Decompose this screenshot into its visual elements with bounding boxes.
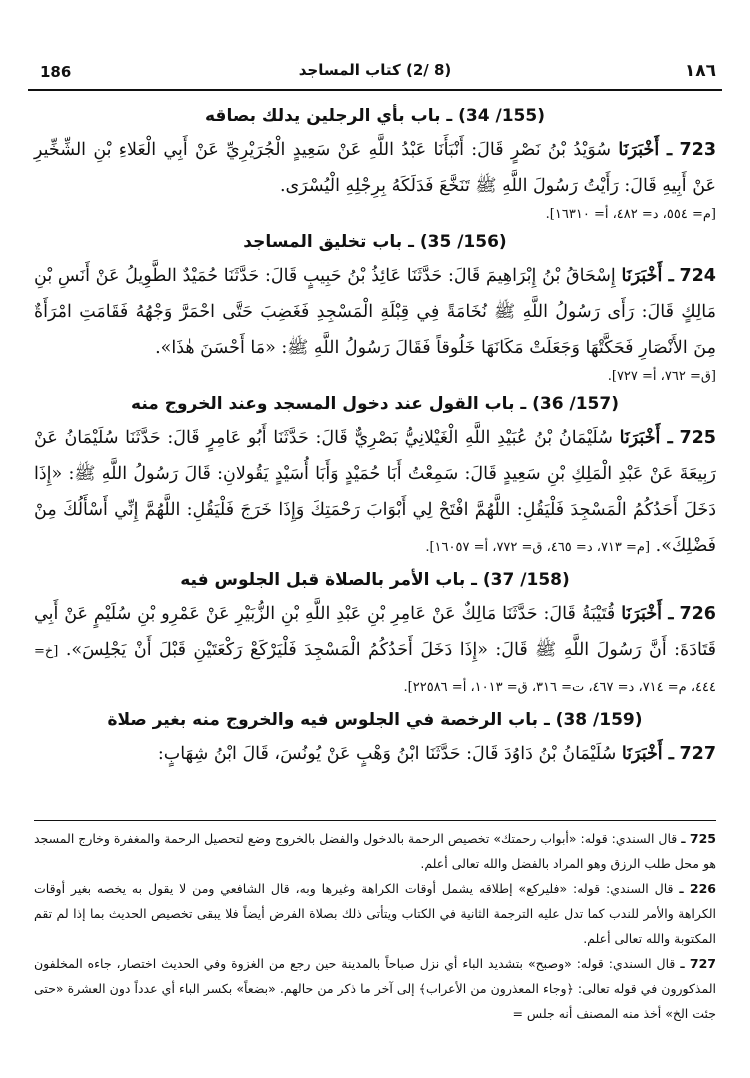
hadith-number: 724	[679, 266, 716, 286]
hadith-number: 725	[679, 428, 716, 448]
footnote-number: 226 ـ	[679, 881, 716, 896]
section-155	[34, 106, 716, 226]
hadith-body: سُلَيْمَانُ بْنُ عُبَيْدِ اللَّهِ الْغَيْلانِيُّ بَصْرِيٌّ قَالَ: حَدَّثَنَا أَبُو عَامِرٍ قَالَ: حَدَّثَنَا سُلَيْمَانُ عَنْ رَبِيعَةَ عَنْ عَبْدِ الْمَلِكِ بْنِ سَعِيدٍ قَالَ: سَمِعْتُ أَبَا حُمَيْدٍ وَأَبَا أُسَيْدٍ يَقُولانِ: قَالَ رَسُولُ اللَّهِ ﷺ: «إِذَا دَخَلَ أَحَدُكُمُ الْمَسْجِدَ فَلْيَقُلِ: اللَّهُمَّ افْتَحْ لِي أَبْوَابَ رَحْمَتِكَ وَإِذَا خَرَجَ فَلْيَقُلِ: اللَّهُمَّ إِنِّي أَسْأَلُكَ مِنْ فَضْلِكَ».	[34, 428, 716, 556]
section-158	[34, 570, 716, 704]
hadith-text	[34, 420, 716, 564]
hadith-reference: [ق= ٧٦٢، أ= ٧٢٧].	[607, 369, 716, 384]
hadith-reference: [م= ٥٥٤، د= ٤٨٢، أ= ١٦٣١٠].	[545, 207, 716, 222]
chapter-title: (159/ 38) ـ باب الرخصة في الجلوس فيه والخروج منه بغير صلاة	[107, 710, 643, 730]
chapter-title: (156/ 35) ـ باب تخليق المساجد	[243, 232, 507, 252]
footnote	[34, 876, 716, 951]
hadith-body: قُتَيْبَةُ قَالَ: حَدَّثَنَا مَالِكٌ عَنْ عَامِرِ بْنِ عَبْدِ اللَّهِ بْنِ الزُّبَيْرِ عَنْ عَمْرِو بْنِ سُلَيْمٍ عَنْ أَبِي قَتَادَةَ: أَنَّ رَسُولَ اللَّهِ ﷺ قَالَ: «إِذَا دَخَلَ أَحَدُكُمُ الْمَسْجِدَ فَلْيَرْكَعْ رَكْعَتَيْنِ قَبْلَ أَنْ يَجْلِسَ».	[34, 604, 716, 660]
footnote	[34, 951, 716, 1026]
main-text	[34, 100, 716, 772]
hadith-lead: ـ أَخْبَرَنَا	[619, 428, 673, 448]
section-159	[34, 710, 716, 772]
section-157	[34, 394, 716, 564]
hadith-text	[34, 736, 716, 772]
hadith-lead: ـ أَخْبَرَنَا	[618, 140, 673, 160]
hadith-text	[34, 596, 716, 704]
footnote-number: 727 ـ	[680, 956, 716, 971]
running-title: (8 /2) كتاب المساجد	[298, 61, 452, 79]
page-number-latin: 186	[40, 63, 72, 81]
hadith-text	[34, 258, 716, 366]
footnote-number: 725 ـ	[681, 831, 716, 846]
hadith-reference: [م= ٧١٣، د= ٤٦٥، ق= ٧٧٢، أ= ١٦٠٥٧].	[425, 540, 651, 555]
hadith-text	[34, 132, 716, 204]
footnotes	[34, 826, 716, 1026]
hadith-reference: [خ= ٤٤٤، م= ٧١٤، د= ٤٦٧، ت= ٣١٦، ق= ١٠١٣، أ= ٢٢٥٨٦].	[34, 644, 716, 695]
hadith-number: 723	[679, 140, 716, 160]
footnote-divider	[34, 820, 716, 821]
page-header	[28, 55, 722, 91]
footnote-text: قال السندي: قوله: «وصبح» بتشديد الباء أي نزل صباحاً بالمدينة حين رجع من الغزوة وفي الحديث اختصار، جاءه المخلفون المذكورون في قوله تعالى: ﴿وجاء المعذرون من الأعراب﴾ إلى آخر ما ذكر من حالهم. «بضعاً» بكسر الباء أي عدداً دون العشرة «حتى جئت الخ» أخذ منه المصنف أنه جلس =	[34, 956, 716, 1021]
hadith-body: سُلَيْمَانُ بْنُ دَاوُدَ قَالَ: حَدَّثَنَا ابْنُ وَهْبٍ عَنْ يُونُسَ، قَالَ ابْنُ شِهَابٍ:	[157, 744, 617, 764]
page-number-arabic: ١٨٦	[684, 61, 716, 81]
hadith-lead: ـ أَخْبَرَنَا	[621, 604, 674, 624]
hadith-body: إِسْحَاقُ بْنُ إِبْرَاهِيمَ قَالَ: حَدَّثَنَا عَائِذُ بْنُ حَبِيبٍ قَالَ: حَدَّثَنَا حُمَيْدٌ الطَّوِيلُ عَنْ أَنَسِ بْنِ مَالِكٍ قَالَ: رَأَى رَسُولُ اللَّهِ ﷺ نُخَامَةً فِي قِبْلَةِ الْمَسْجِدِ فَغَضِبَ حَتَّى احْمَرَّ وَجْهُهُ فَقَامَتِ امْرَأَةٌ مِنَ الأَنْصَارِ فَحَكَّتْهَا وَجَعَلَتْ مَكَانَهَا خَلُوقاً فَقَالَ رَسُولُ اللَّهِ ﷺ: «مَا أَحْسَنَ هٰذَا».	[34, 266, 716, 358]
footnote-text: قال السندي: قوله: «أبواب رحمتك» تخصيص الرحمة بالدخول والفضل بالخروج وضع لتحصيل الرحمة والمغفرة وخارج المسجد هو محل طلب الرزق وهو المراد بالفضل والله تعالى أعلم.	[34, 831, 716, 871]
hadith-number: 726	[679, 604, 716, 624]
chapter-title: (158/ 37) ـ باب الأمر بالصلاة قبل الجلوس فيه	[180, 570, 570, 590]
hadith-lead: ـ أَخْبَرَنَا	[621, 266, 674, 286]
hadith-number: 727	[679, 744, 716, 764]
hadith-lead: ـ أَخْبَرَنَا	[621, 744, 674, 764]
section-156	[34, 232, 716, 388]
footnote	[34, 826, 716, 876]
chapter-title: (157/ 36) ـ باب القول عند دخول المسجد وعند الخروج منه	[131, 394, 619, 414]
footnote-text: قال السندي: قوله: «فليركع» إطلاقه يشمل أوقات الكراهة وغيرها وبه، قال الشافعي ومن لا يقول به يخصه بغير أوقات الكراهة والأمر للندب كما تدل عليه الترجمة الثانية في الكتاب ويتأتى ذلك بصلاة الفرض أيضاً فلا يبقى تخصيص الحديث بما إذا لم تقم المكتوبة والله تعالى أعلم.	[34, 881, 716, 946]
chapter-title: (155/ 34) ـ باب بأي الرجلين يدلك بصاقه	[205, 106, 545, 126]
hadith-body: سُوَيْدُ بْنُ نَصْرٍ قَالَ: أَنْبَأَنَا عَبْدُ اللَّهِ عَنْ سَعِيدٍ الْجُرَيْرِيِّ عَنْ أَبِي الْعَلاءِ بْنِ الشِّخِّيرِ عَنْ أَبِيهِ قَالَ: رَأَيْتُ رَسُولَ اللَّهِ ﷺ تَنَخَّعَ فَدَلَكَهُ بِرِجْلِهِ الْيُسْرَى.	[34, 140, 716, 196]
